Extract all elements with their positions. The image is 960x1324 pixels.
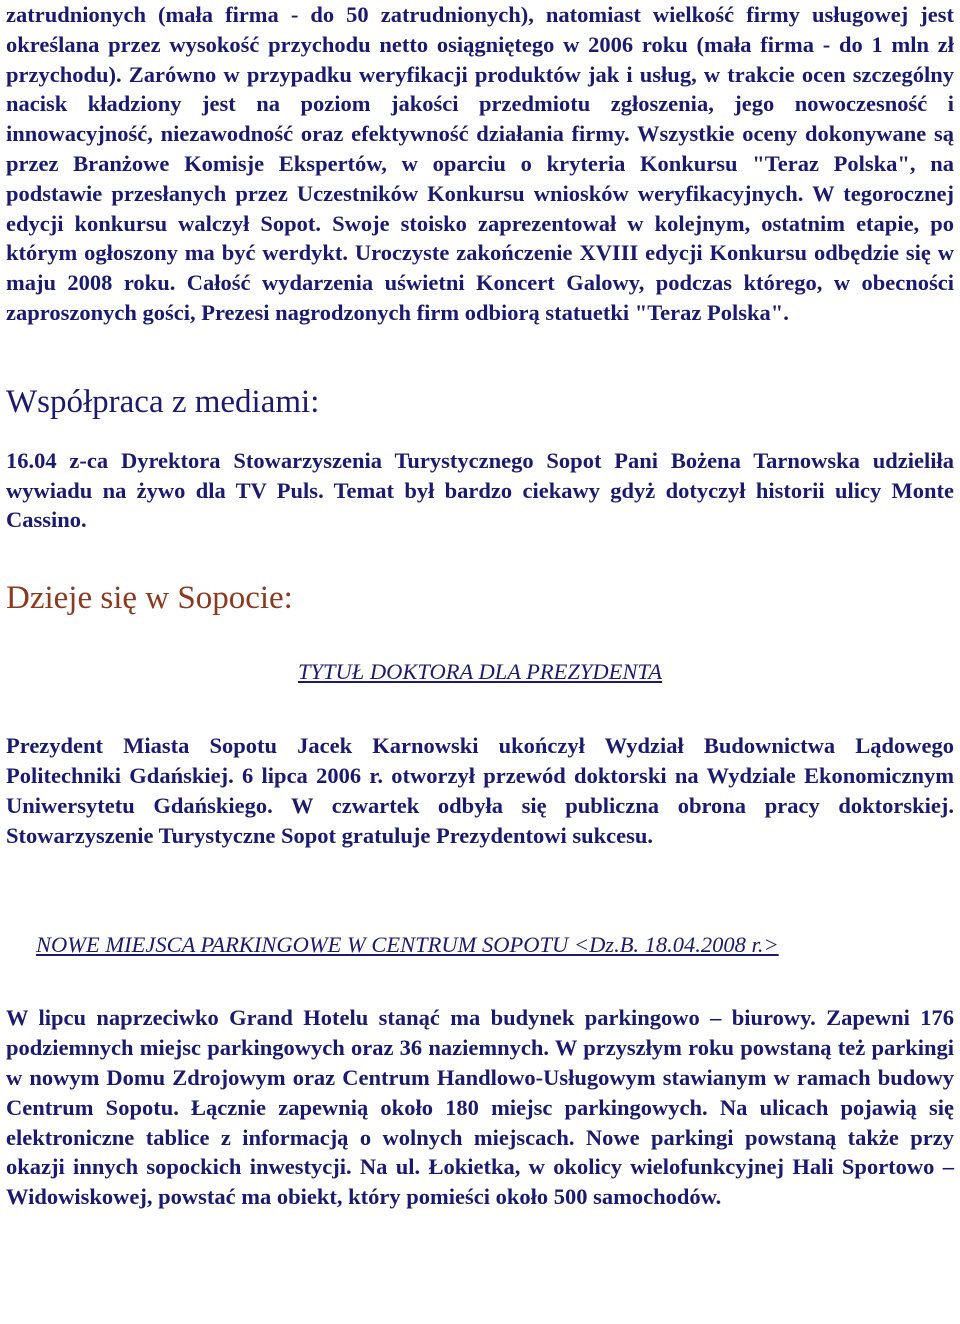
article-body-doctorate: Prezydent Miasta Sopotu Jacek Karnowski ukończył Wydział Budownictwa Lądowego Politechniki Gdańskiej. 6 lipca 2006 r. otworzył przewód doktorski na Wydziale Ekonomicznym Uniwersytetu Gdańskiego. W czwartek odbyła się publiczna obrona pracy doktorskiej. Stowarzyszenie Turystyczne Sopot gratuluje Prezydentowi sukcesu. bbox=[6, 733, 954, 848]
article-body-parking: W lipcu naprzeciwko Grand Hotelu stanąć ma budynek parkingowo – biurowy. Zapewni 176 podziemnych miejsc parkingowych oraz 36 naziemnych. W przyszłym roku powstaną też parkingi w nowym Domu Zdrojowym oraz Centrum Handlowo-Usługowym stawianym w ramach budowy Centrum Sopotu. Łącznie zapewnią około 180 miejsc parkingowych. Na ulicach pojawią się elektroniczne tablice z informacją o wolnych miejscach. Nowe parkingi powstaną także przy okazji innych sopockich inwestycji. Na ul. Łokietka, w okolicy wielofunkcyjnej Hali Sportowo – Widowiskowej, powstać ma obiekt, który pomieści około 500 samochodów. bbox=[6, 1005, 954, 1210]
media-heading: Współpraca z mediami: bbox=[6, 383, 320, 420]
document-page bbox=[6, 0, 954, 1212]
article-title-parking: NOWE MIEJSCA PARKINGOWE W CENTRUM SOPOTU <Dz.B. 18.04.2008 r.> bbox=[36, 932, 779, 958]
media-paragraph: 16.04 z-ca Dyrektora Stowarzyszenia Turystycznego Sopot Pani Bożena Tarnowska udzieliła wywiadu na żywo dla TV Puls. Temat był bardzo ciekawy gdyż dotyczył historii ulicy Monte Cassino. bbox=[6, 447, 954, 533]
intro-paragraph: zatrudnionych (mała firma - do 50 zatrudnionych), natomiast wielkość firmy usługowej jest określana przez wysokość przychodu netto osiągniętego w 2006 roku (mała firma - do 1 mln zł przychodu). Zarówno w przypadku weryfikacji produktów jak i usług, w trakcie ocen szczególny nacisk kładziony jest na poziom jakości przedmiotu zgłoszenia, jego nowoczesność i innowacyjność, niezawodność oraz efektywność działania firmy. Wszystkie oceny dokonywane są przez Branżowe Komisje Ekspertów, w oparciu o kryteria Konkursu "Teraz Polska", na podstawie przesłanych przez Uczestników Konkursu wniosków weryfikacyjnych. W tegorocznej edycji konkursu walczył Sopot. Swoje stoisko zaprezentował w kolejnym, ostatnim etapie, po którym ogłoszony ma być werdykt. Uroczyste zakończenie XVIII edycji Konkursu odbędzie się w maju 2008 roku. Całość wydarzenia uświetni Koncert Galowy, podczas którego, w obecności zaproszonych gości, Prezesi nagrodzonych firm odbiorą statuetki "Teraz Polska". bbox=[6, 2, 954, 325]
sopot-heading: Dzieje się w Sopocie: bbox=[6, 580, 293, 617]
article-title-doctorate: TYTUŁ DOKTORA DLA PREZYDENTA bbox=[297, 659, 663, 685]
